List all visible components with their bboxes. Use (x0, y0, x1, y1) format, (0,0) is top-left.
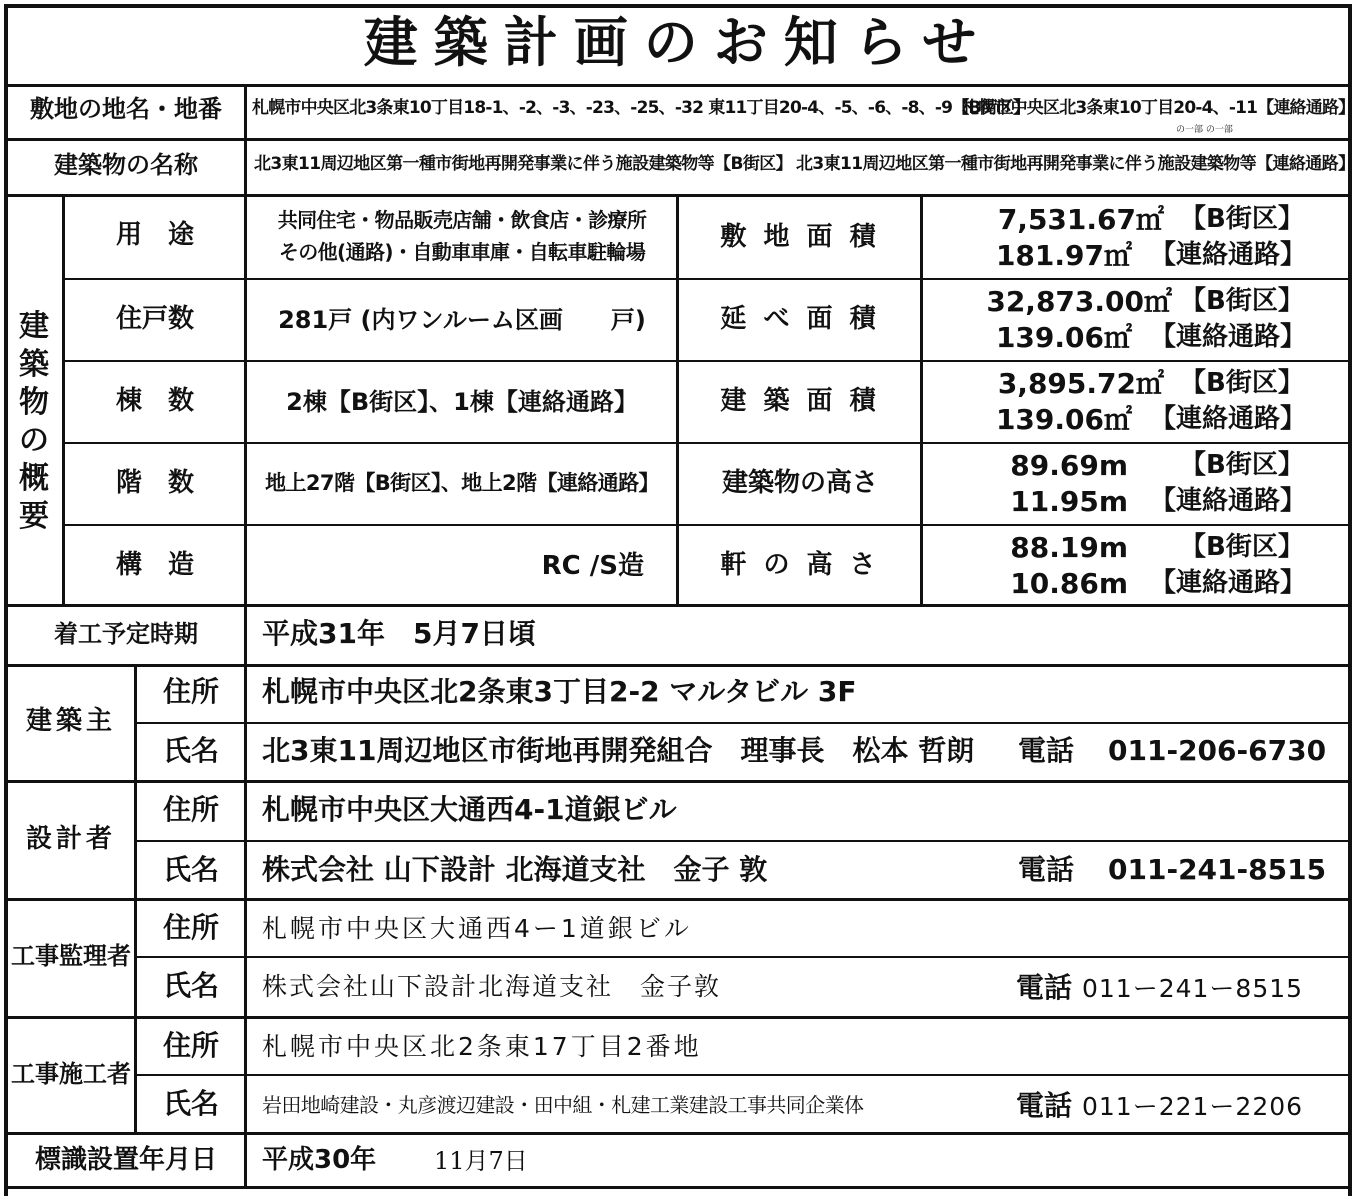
eaves-height-b-tag: 【B街区】 (1180, 532, 1304, 562)
height-label: 建築物の高さ (721, 468, 878, 498)
owner-addr: 札幌市中央区北2条東3丁目2-2 マルタビル 3F (262, 675, 857, 708)
floor-area-bridge-tag: 【連絡通路】 (1150, 322, 1307, 352)
owner-label: 建築主 (25, 706, 116, 736)
overview-group-label (14, 308, 54, 536)
site-label: 敷地の地名・地番 (30, 95, 222, 123)
supervisor-addr: 札幌市中央区大通西4ー1道銀ビル (262, 914, 692, 943)
designer-addr-label: 住所 (162, 793, 219, 826)
site-area-bridge: 181.97㎡ (995, 239, 1132, 272)
supervisor-addr-label: 住所 (162, 911, 219, 944)
rule (4, 664, 1352, 667)
height-bridge: 11.95m (1010, 485, 1128, 518)
site-note: の一部 の一部 (1176, 125, 1233, 135)
supervisor-name: 株式会社山下設計北海道支社 金子敦 (262, 972, 722, 1001)
rule (136, 956, 1352, 958)
rule (4, 138, 1352, 141)
rule (134, 664, 137, 1134)
owner-name-label: 氏名 (162, 734, 219, 767)
designer-name: 株式会社 山下設計 北海道支社 金子 敦 (262, 853, 768, 886)
owner-tel: 011-206-6730 (1108, 734, 1327, 767)
owner-name: 北3東11周辺地区市街地再開発組合 理事長 松本 哲朗 (262, 734, 975, 767)
floors-value: 地上27階【B街区】、地上2階【連絡通路】 (265, 471, 659, 495)
overview-char: 建 (19, 309, 49, 344)
posted-label: 標識設置年月日 (34, 1145, 217, 1175)
units-value: 281戸 (内ワンルーム区画 戸) (278, 306, 646, 334)
use-value-line2: その他(通路)・自動車車庫・自転車駐輪場 (278, 240, 646, 264)
start-label: 着工予定時期 (54, 620, 198, 648)
supervisor-tel-label: 電話 (1016, 971, 1073, 1004)
contractor-addr: 札幌市中央区北2条東17丁目2番地 (262, 1032, 702, 1061)
row-label-floors: 階 数 (115, 468, 194, 498)
rule (136, 1074, 1352, 1076)
floor-area-bridge: 139.06㎡ (995, 321, 1132, 354)
border-top (4, 4, 1352, 8)
supervisor-name-label: 氏名 (162, 969, 219, 1002)
row-label-use: 用 途 (115, 220, 194, 250)
owner-tel-label: 電話 (1018, 734, 1075, 767)
supervisor-label: 工事監理者 (11, 942, 131, 970)
building-area-b-tag: 【B街区】 (1180, 368, 1304, 398)
start-value: 平成31年 5月7日頃 (262, 617, 536, 650)
site-area-bridge-tag: 【連絡通路】 (1150, 240, 1307, 270)
rule (920, 194, 923, 606)
eaves-height-b: 88.19m (1010, 531, 1128, 564)
rule (4, 84, 1352, 87)
contractor-addr-label: 住所 (162, 1029, 219, 1062)
contractor-name-label: 氏名 (162, 1087, 219, 1120)
contractor-label: 工事施工者 (11, 1060, 131, 1088)
rule (4, 1132, 1352, 1135)
contractor-tel-label: 電話 (1016, 1089, 1073, 1122)
floor-area-b-tag: 【B街区】 (1180, 286, 1304, 316)
owner-addr-label: 住所 (162, 675, 219, 708)
building-area-label: 建 築 面 積 (720, 386, 880, 416)
overview-char: 築 (19, 347, 49, 382)
use-value-line1: 共同住宅・物品販売店舗・飲食店・診療所 (277, 208, 647, 232)
rule (244, 84, 247, 1188)
rule (4, 1016, 1352, 1019)
contractor-tel: 011ー221ー2206 (1082, 1092, 1304, 1121)
overview-char: の (19, 423, 49, 458)
height-b: 89.69m (1010, 449, 1128, 482)
site-area-b: 7,531.67㎡ (997, 203, 1164, 236)
site-value-b: 札幌市中央区北3条東10丁目20-4、-11【連絡通路】 (962, 98, 1355, 118)
overview-char: 概 (19, 461, 49, 496)
building-area-bridge-tag: 【連絡通路】 (1150, 404, 1307, 434)
designer-addr: 札幌市中央区大通西4-1道銀ビル (262, 793, 677, 826)
row-label-structure: 構 造 (115, 550, 194, 580)
eaves-height-label: 軒 の 高 さ (720, 550, 880, 580)
rule (4, 780, 1352, 783)
building-area-bridge: 139.06㎡ (995, 403, 1132, 436)
rule (64, 278, 1352, 280)
site-area-b-tag: 【B街区】 (1180, 204, 1304, 234)
rule (676, 194, 679, 606)
page-title: 建築計画のお知らせ (363, 11, 993, 74)
eaves-height-bridge-tag: 【連絡通路】 (1150, 568, 1307, 598)
rule (136, 722, 1352, 724)
rule (64, 524, 1352, 526)
designer-label: 設計者 (25, 824, 116, 854)
floor-area-label: 延 べ 面 積 (720, 304, 880, 334)
rule (64, 442, 1352, 444)
eaves-height-bridge: 10.86m (1010, 567, 1128, 600)
supervisor-tel: 011ー241ー8515 (1082, 974, 1304, 1003)
site-value-a: 札幌市中央区北3条東10丁目18-1、-2、-3、-23、-25、-32 東11丁目20-4、-5、-6、-8、-9【B街区】 (252, 98, 1030, 118)
overview-char: 要 (19, 499, 49, 534)
designer-tel: 011-241-8515 (1108, 853, 1327, 886)
row-label-buildings: 棟 数 (115, 386, 194, 416)
structure-value: RC /S造 (541, 551, 644, 581)
height-bridge-tag: 【連絡通路】 (1150, 486, 1307, 516)
rule (4, 1186, 1352, 1189)
floor-area-b: 32,873.00㎡ (986, 285, 1172, 318)
building-area-b: 3,895.72㎡ (997, 367, 1164, 400)
rule (4, 898, 1352, 901)
designer-name-label: 氏名 (162, 853, 219, 886)
posted-date: 11月7日 (434, 1147, 528, 1175)
building-name-value-b: 北3東11周辺地区第一種市街地再開発事業に伴う施設建築物等【連絡通路】 (796, 154, 1355, 174)
buildings-value: 2棟【B街区】、1棟【連絡通路】 (286, 388, 638, 416)
rule (136, 840, 1352, 842)
posted-era: 平成30年 (262, 1145, 377, 1175)
building-name-label: 建築物の名称 (54, 151, 198, 179)
rule (64, 360, 1352, 362)
site-area-label: 敷 地 面 積 (720, 222, 880, 252)
overview-char: 物 (19, 385, 49, 420)
rule (62, 194, 65, 606)
height-b-tag: 【B街区】 (1180, 450, 1304, 480)
contractor-name: 岩田地崎建設・丸彦渡辺建設・田中組・札建工業建設工事共同企業体 (262, 1093, 864, 1117)
row-label-units: 住戸数 (115, 304, 194, 334)
building-name-value-a: 北3東11周辺地区第一種市街地再開発事業に伴う施設建築物等【B街区】 (254, 154, 793, 174)
designer-tel-label: 電話 (1018, 853, 1075, 886)
